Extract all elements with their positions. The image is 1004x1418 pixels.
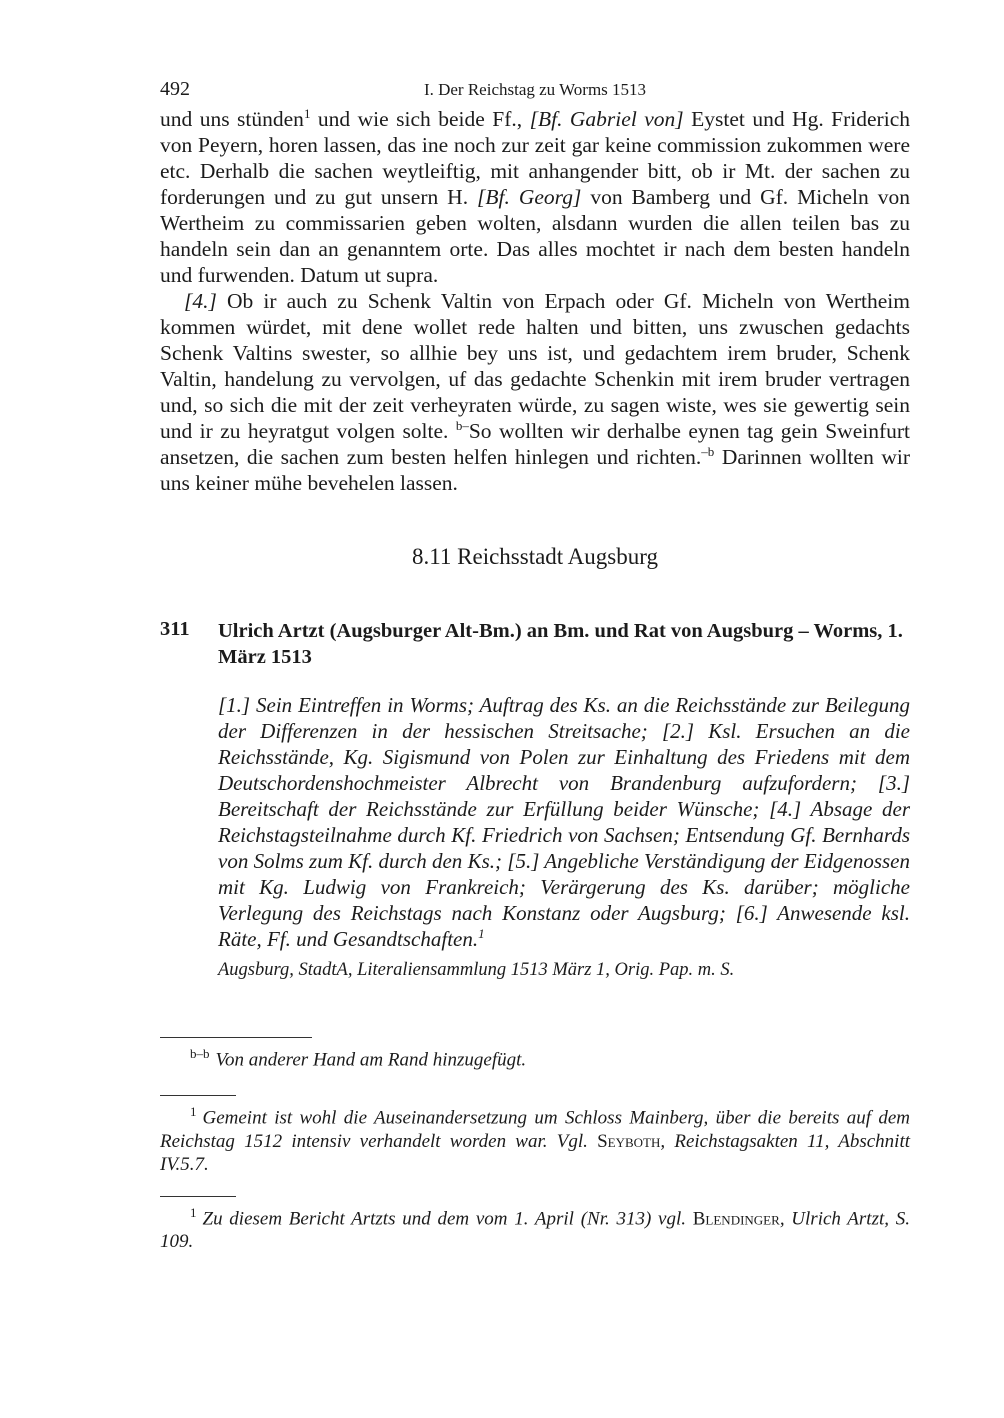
document-page	[160, 78, 910, 1253]
footnote-rule	[160, 1037, 312, 1038]
footnote-block	[160, 1095, 910, 1175]
source-citation: Augsburg, StadtA, Literaliensammlung 1513 März 1, Orig. Pap. m. S.	[218, 960, 735, 980]
running-title: I. Der Reichstag zu Worms 1513	[423, 80, 647, 99]
section-heading: 8.11 Reichsstadt Augsburg	[412, 544, 658, 569]
body-text	[160, 106, 910, 496]
document-entry	[160, 618, 910, 981]
footnote-block	[160, 1196, 910, 1253]
running-head	[160, 78, 910, 106]
footnote-ref: 1	[478, 926, 485, 941]
paragraph: [4.] Ob ir auch zu Schenk Valtin von Erpach oder Gf. Micheln von Wertheim kommen würdet, mit dene wollet rede halten und bitten, uns zwuschen gedachts Schenk Valtins swester, so allhie bey uns ist, und gedachtem irem bruder, Schenk Valtin, handelung zu vervolgen, uf das gedachte Schenkin mit irem bruder vertragen und, so sich die mit der zeit verheyraten würde, zu sagen wiste, wes sie gewertig sein und ir zu heyratgut volgen solte. $^{b-}$So wollten wir derhalbe eynen tag gein Sweinfurt ansetzen, die sachen zum besten helfen hinlegen und richten.$^{-b}$ Darinnen wollten wir uns keiner mühe bevehelen lassen.	[160, 289, 910, 495]
footnote-ref: –b	[701, 443, 715, 459]
footnote: $^1$ Gemeint ist wohl die Auseinandersetzung um Schloss Mainberg, über die bereits auf dem Reichstag 1512 intensiv verhandelt worden war. Vgl. Seyboth, Reichstagsakten 11, Abschnitt IV.5.7.	[160, 1104, 910, 1175]
footnote: $^{b-b}$ Von anderer Hand am Rand hinzugefügt.	[190, 1046, 527, 1071]
document-title: Ulrich Artzt (Augsburger Alt-Bm.) an Bm. und Rat von Augsburg – Worms, 1. März 1513	[218, 620, 903, 668]
footnote-block	[160, 1037, 910, 1071]
footnote-rule	[160, 1095, 236, 1096]
paragraph: und uns stünden$^1$ und wie sich beide Ff., [Bf. Gabriel von] Eystet und Hg. Friderich von Peyern, horen lassen, das ine noch zur zeit gar keine commission zukommen were etc. Derhalb die sachen weytleiftig, mit anhangender bitt, ob ir Mt. der sachen zu forderungen und zu gut unsern H. [Bf. Georg] von Bamberg und Gf. Micheln von Wertheim zu commissarien geben wolten, alsdann wurden die allen teilen bas zu handeln sein dan an genanntem orte. Das alles mochtet ir nach dem besten handeln und furwenden. Datum ut supra.	[160, 105, 910, 287]
footnote-rule	[160, 1196, 236, 1197]
regest: [1.] Sein Eintreffen in Worms; Auftrag des Ks. an die Reichsstände zur Beilegung der Differenzen in der hessischen Streitsache; [2.] Ksl. Ersuchen an die Reichsstände, Kg. Sigismund von Polen zur Einhaltung des Friedens mit dem Deutschordenshochmeister Albrecht von Brandenburg aufzufordern; [3.] Bereitschaft der Reichsstände zur Erfüllung beider Wünsche; [4.] Absage der Reichstagsteilnahme durch Kf. Friedrich von Sachsen; Entsendung Gf. Bernhards von Solms zum Kf. durch den Ks.; [5.] Angebliche Verständigung der Eidgenossen mit Kg. Ludwig von Frankreich; Verärgerung des Ks. darüber; mögliche Verlegung des Reichstags nach Konstanz oder Augsburg; [6.] Anwesende ksl. Räte, Ff. und Gesandtschaften.$^1$	[218, 693, 910, 951]
footnote-ref: 1	[303, 105, 311, 121]
footnote-ref: b–	[455, 417, 469, 433]
document-number: 311	[160, 618, 190, 640]
page-number: 492	[160, 78, 190, 100]
footnote: $^1$ Zu diesem Bericht Artzts und dem vom 1. April (Nr. 313) vgl. Blendinger, Ulrich Artzt, S. 109.	[160, 1204, 910, 1252]
